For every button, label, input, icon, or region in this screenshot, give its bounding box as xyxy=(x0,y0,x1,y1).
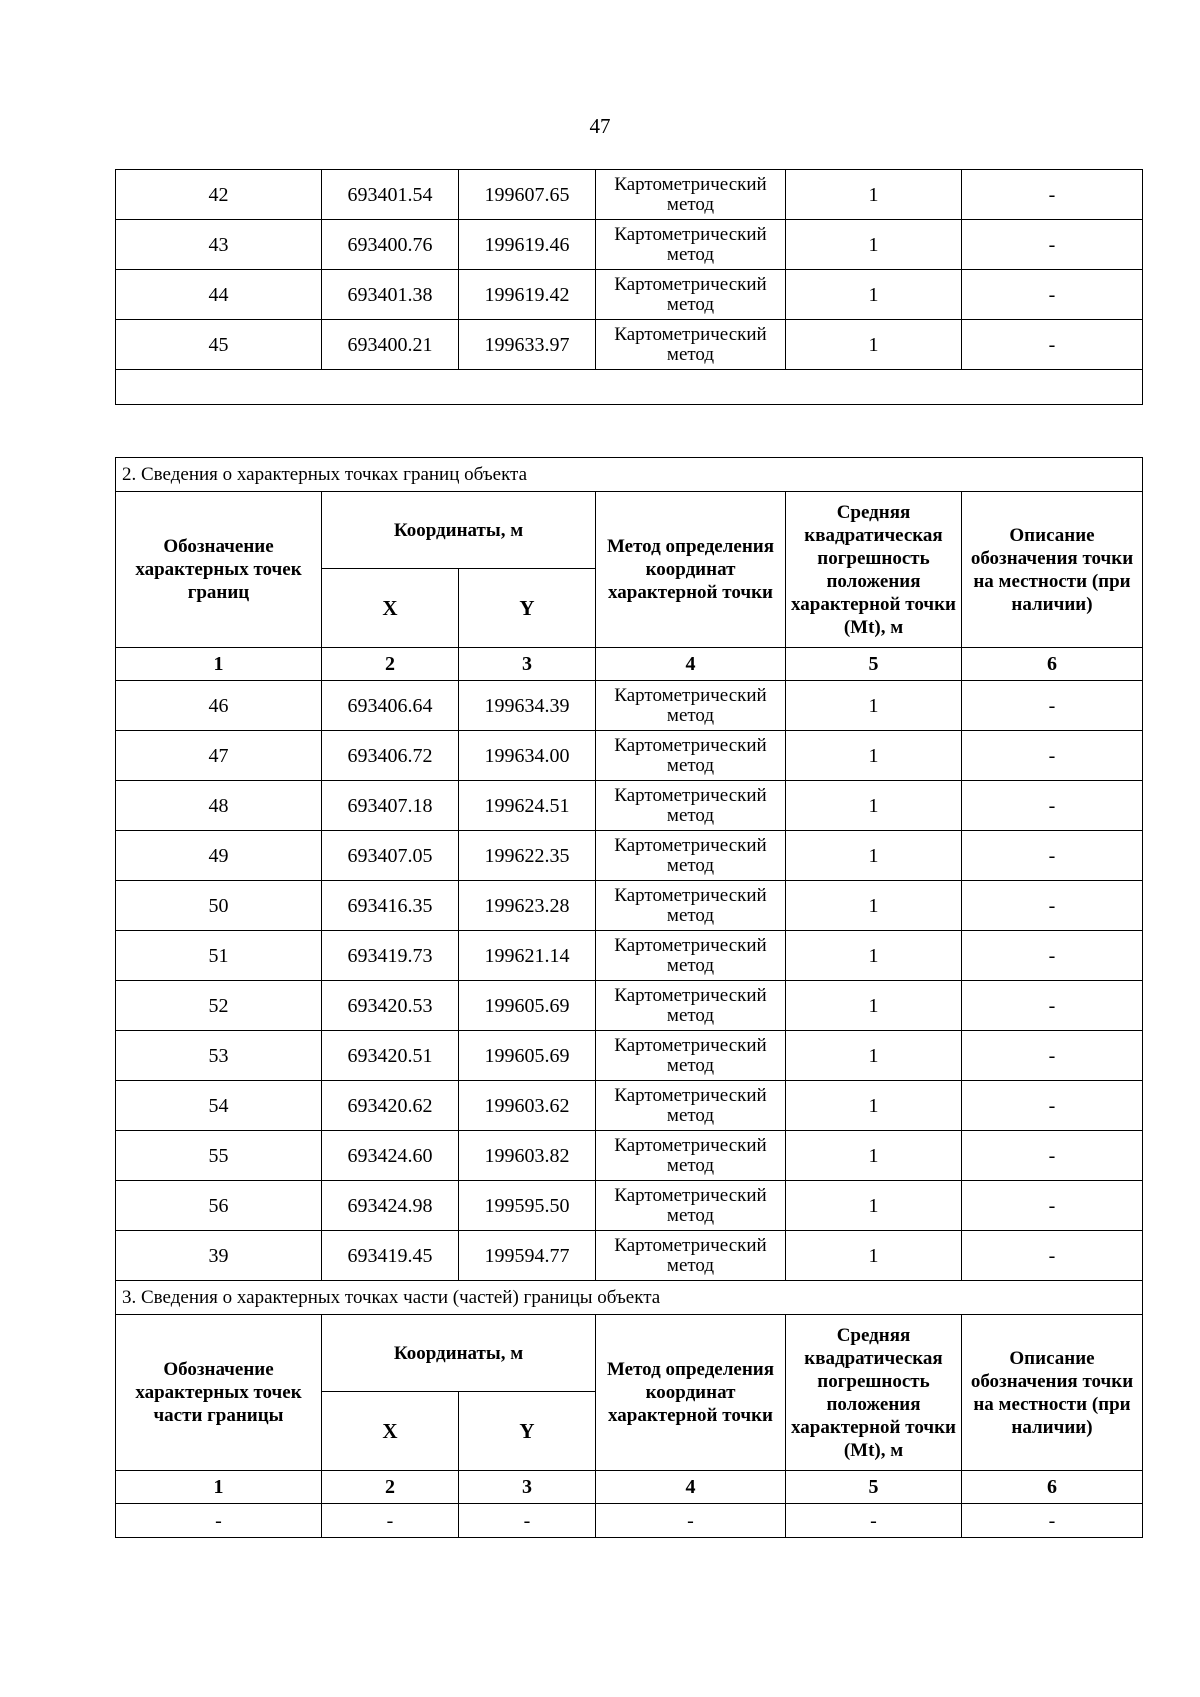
description-cell: - xyxy=(962,270,1143,320)
method-text: метод xyxy=(666,754,715,776)
y-coordinate-cell: 199622.35 xyxy=(459,831,596,881)
method-text: метод xyxy=(666,854,715,876)
section2-title: 2. Сведения о характерных точках границ объекта xyxy=(116,458,1143,492)
description-cell: - xyxy=(962,731,1143,781)
method-text: Картометрический xyxy=(614,323,767,345)
table-row xyxy=(116,1231,1143,1281)
mt-cell: 1 xyxy=(786,1031,962,1081)
method-text: метод xyxy=(666,343,715,365)
point-id-cell: 43 xyxy=(116,220,322,270)
empty-cell: - xyxy=(596,1504,786,1538)
section3-y-header: Y xyxy=(459,1392,596,1471)
method-text: Картометрический xyxy=(614,1184,767,1206)
continuation-body xyxy=(116,170,1143,370)
mt-cell: 1 xyxy=(786,931,962,981)
y-coordinate-cell: 199634.39 xyxy=(459,681,596,731)
table-row xyxy=(116,270,1143,320)
x-coordinate-cell: 693420.53 xyxy=(322,981,459,1031)
y-coordinate-cell: 199603.62 xyxy=(459,1081,596,1131)
points-table xyxy=(115,457,1143,1538)
section2-column-numbers xyxy=(116,648,1143,681)
method-cell xyxy=(596,981,786,1031)
point-id-cell: 42 xyxy=(116,170,322,220)
empty-cell: - xyxy=(116,1504,322,1538)
table-row xyxy=(116,781,1143,831)
x-coordinate-cell: 693400.21 xyxy=(322,320,459,370)
section3-desc-header: Описание обозначения точки на местности (при наличии) xyxy=(962,1315,1143,1471)
method-cell xyxy=(596,1231,786,1281)
method-cell xyxy=(596,170,786,220)
method-text: метод xyxy=(666,1154,715,1176)
section3-title-row xyxy=(116,1281,1143,1315)
description-cell: - xyxy=(962,1131,1143,1181)
description-cell: - xyxy=(962,320,1143,370)
x-coordinate-cell: 693424.98 xyxy=(322,1181,459,1231)
section3-col1-header: Обозначение характерных точек части границы xyxy=(116,1315,322,1471)
point-id-cell: 46 xyxy=(116,681,322,731)
section3-header-row xyxy=(116,1315,1143,1392)
y-coordinate-cell: 199595.50 xyxy=(459,1181,596,1231)
x-coordinate-cell: 693406.72 xyxy=(322,731,459,781)
table-row xyxy=(116,681,1143,731)
y-coordinate-cell: 199621.14 xyxy=(459,931,596,981)
point-id-cell: 55 xyxy=(116,1131,322,1181)
method-text: метод xyxy=(666,1104,715,1126)
method-text: Картометрический xyxy=(614,784,767,806)
description-cell: - xyxy=(962,931,1143,981)
point-id-cell: 45 xyxy=(116,320,322,370)
description-cell: - xyxy=(962,1181,1143,1231)
section2-method-header: Метод определения координат характерной точки xyxy=(596,492,786,648)
x-coordinate-cell: 693420.51 xyxy=(322,1031,459,1081)
section2-error-header: Средняя квадратическая погрешность положения характерной точки (Mt), м xyxy=(786,492,962,648)
section2-body xyxy=(116,681,1143,1281)
point-id-cell: 49 xyxy=(116,831,322,881)
mt-cell: 1 xyxy=(786,270,962,320)
y-coordinate-cell: 199619.46 xyxy=(459,220,596,270)
table-row xyxy=(116,1031,1143,1081)
method-text: метод xyxy=(666,904,715,926)
section3-coords-header: Координаты, м xyxy=(322,1315,596,1392)
method-text: метод xyxy=(666,954,715,976)
method-text: метод xyxy=(666,1054,715,1076)
x-coordinate-cell: 693420.62 xyxy=(322,1081,459,1131)
x-coordinate-cell: 693419.73 xyxy=(322,931,459,981)
method-cell xyxy=(596,270,786,320)
method-cell xyxy=(596,931,786,981)
method-text: метод xyxy=(666,704,715,726)
method-text: Картометрический xyxy=(614,273,767,295)
method-text: метод xyxy=(666,193,715,215)
y-coordinate-cell: 199603.82 xyxy=(459,1131,596,1181)
col-number: 6 xyxy=(962,648,1143,681)
description-cell: - xyxy=(962,831,1143,881)
method-cell xyxy=(596,1081,786,1131)
empty-cell: - xyxy=(459,1504,596,1538)
mt-cell: 1 xyxy=(786,1181,962,1231)
x-coordinate-cell: 693416.35 xyxy=(322,881,459,931)
method-text: Картометрический xyxy=(614,1084,767,1106)
section3-method-header: Метод определения координат характерной точки xyxy=(596,1315,786,1471)
method-text: Картометрический xyxy=(614,884,767,906)
section2-coords-header: Координаты, м xyxy=(322,492,596,569)
method-text: метод xyxy=(666,1004,715,1026)
method-text: Картометрический xyxy=(614,934,767,956)
continuation-table xyxy=(115,169,1143,405)
method-text: Картометрический xyxy=(614,1134,767,1156)
section2-y-header: Y xyxy=(459,569,596,648)
col-number: 6 xyxy=(962,1471,1143,1504)
description-cell: - xyxy=(962,781,1143,831)
mt-cell: 1 xyxy=(786,1131,962,1181)
description-cell: - xyxy=(962,1081,1143,1131)
section3-x-header: X xyxy=(322,1392,459,1471)
point-id-cell: 51 xyxy=(116,931,322,981)
description-cell: - xyxy=(962,1231,1143,1281)
method-text: Картометрический xyxy=(614,1034,767,1056)
x-coordinate-cell: 693401.54 xyxy=(322,170,459,220)
method-text: Картометрический xyxy=(614,684,767,706)
section2-x-header: X xyxy=(322,569,459,648)
mt-cell: 1 xyxy=(786,831,962,881)
point-id-cell: 56 xyxy=(116,1181,322,1231)
section2-header-row xyxy=(116,492,1143,569)
empty-cell: - xyxy=(786,1504,962,1538)
x-coordinate-cell: 693407.18 xyxy=(322,781,459,831)
method-cell xyxy=(596,1031,786,1081)
y-coordinate-cell: 199633.97 xyxy=(459,320,596,370)
table-row xyxy=(116,831,1143,881)
description-cell: - xyxy=(962,170,1143,220)
empty-cell: - xyxy=(962,1504,1143,1538)
section3-column-numbers xyxy=(116,1471,1143,1504)
table-row xyxy=(116,220,1143,270)
mt-cell: 1 xyxy=(786,981,962,1031)
mt-cell: 1 xyxy=(786,170,962,220)
mt-cell: 1 xyxy=(786,881,962,931)
col-number: 1 xyxy=(116,648,322,681)
point-id-cell: 39 xyxy=(116,1231,322,1281)
table-row xyxy=(116,731,1143,781)
method-cell xyxy=(596,831,786,881)
y-coordinate-cell: 199623.28 xyxy=(459,881,596,931)
description-cell: - xyxy=(962,220,1143,270)
method-text: Картометрический xyxy=(614,223,767,245)
table-row xyxy=(116,981,1143,1031)
method-text: метод xyxy=(666,243,715,265)
col-number: 1 xyxy=(116,1471,322,1504)
x-coordinate-cell: 693419.45 xyxy=(322,1231,459,1281)
table-row xyxy=(116,931,1143,981)
mt-cell: 1 xyxy=(786,1081,962,1131)
table-row xyxy=(116,1081,1143,1131)
y-coordinate-cell: 199619.42 xyxy=(459,270,596,320)
point-id-cell: 47 xyxy=(116,731,322,781)
table-row xyxy=(116,320,1143,370)
point-id-cell: 53 xyxy=(116,1031,322,1081)
table-row xyxy=(116,1131,1143,1181)
page-number: 47 xyxy=(589,114,611,138)
method-cell xyxy=(596,681,786,731)
section3-title: 3. Сведения о характерных точках части (частей) границы объекта xyxy=(116,1281,1143,1315)
y-coordinate-cell: 199594.77 xyxy=(459,1231,596,1281)
table-row xyxy=(116,1181,1143,1231)
y-coordinate-cell: 199624.51 xyxy=(459,781,596,831)
col-number: 4 xyxy=(596,648,786,681)
method-cell xyxy=(596,881,786,931)
method-text: метод xyxy=(666,1204,715,1226)
section3-empty-row xyxy=(116,1504,1143,1538)
x-coordinate-cell: 693407.05 xyxy=(322,831,459,881)
x-coordinate-cell: 693406.64 xyxy=(322,681,459,731)
col-number: 3 xyxy=(459,1471,596,1504)
method-text: метод xyxy=(666,804,715,826)
point-id-cell: 52 xyxy=(116,981,322,1031)
col-number: 4 xyxy=(596,1471,786,1504)
method-cell xyxy=(596,1181,786,1231)
col-number: 2 xyxy=(322,648,459,681)
method-cell xyxy=(596,220,786,270)
description-cell: - xyxy=(962,681,1143,731)
mt-cell: 1 xyxy=(786,1231,962,1281)
point-id-cell: 54 xyxy=(116,1081,322,1131)
table-row xyxy=(116,170,1143,220)
description-cell: - xyxy=(962,981,1143,1031)
y-coordinate-cell: 199607.65 xyxy=(459,170,596,220)
section2-title-row xyxy=(116,458,1143,492)
point-id-cell: 50 xyxy=(116,881,322,931)
mt-cell: 1 xyxy=(786,731,962,781)
x-coordinate-cell: 693401.38 xyxy=(322,270,459,320)
mt-cell: 1 xyxy=(786,220,962,270)
mt-cell: 1 xyxy=(786,781,962,831)
y-coordinate-cell: 199634.00 xyxy=(459,731,596,781)
point-id-cell: 48 xyxy=(116,781,322,831)
method-cell xyxy=(596,320,786,370)
method-text: Картометрический xyxy=(614,834,767,856)
mt-cell: 1 xyxy=(786,320,962,370)
method-text: Картометрический xyxy=(614,734,767,756)
section2-col1-header: Обозначение характерных точек границ xyxy=(116,492,322,648)
col-number: 3 xyxy=(459,648,596,681)
point-id-cell: 44 xyxy=(116,270,322,320)
method-text: метод xyxy=(666,293,715,315)
empty-row xyxy=(116,370,1143,405)
col-number: 5 xyxy=(786,648,962,681)
method-text: Картометрический xyxy=(614,984,767,1006)
description-cell: - xyxy=(962,881,1143,931)
method-text: метод xyxy=(666,1254,715,1276)
x-coordinate-cell: 693400.76 xyxy=(322,220,459,270)
method-text: Картометрический xyxy=(614,1234,767,1256)
y-coordinate-cell: 199605.69 xyxy=(459,1031,596,1081)
table-row xyxy=(116,881,1143,931)
mt-cell: 1 xyxy=(786,681,962,731)
method-cell xyxy=(596,1131,786,1181)
method-cell xyxy=(596,781,786,831)
empty-cell: - xyxy=(322,1504,459,1538)
x-coordinate-cell: 693424.60 xyxy=(322,1131,459,1181)
section2-desc-header: Описание обозначения точки на местности (при наличии) xyxy=(962,492,1143,648)
method-text: Картометрический xyxy=(614,173,767,195)
method-cell xyxy=(596,731,786,781)
description-cell: - xyxy=(962,1031,1143,1081)
col-number: 2 xyxy=(322,1471,459,1504)
y-coordinate-cell: 199605.69 xyxy=(459,981,596,1031)
col-number: 5 xyxy=(786,1471,962,1504)
section3-error-header: Средняя квадратическая погрешность положения характерной точки (Mt), м xyxy=(786,1315,962,1471)
